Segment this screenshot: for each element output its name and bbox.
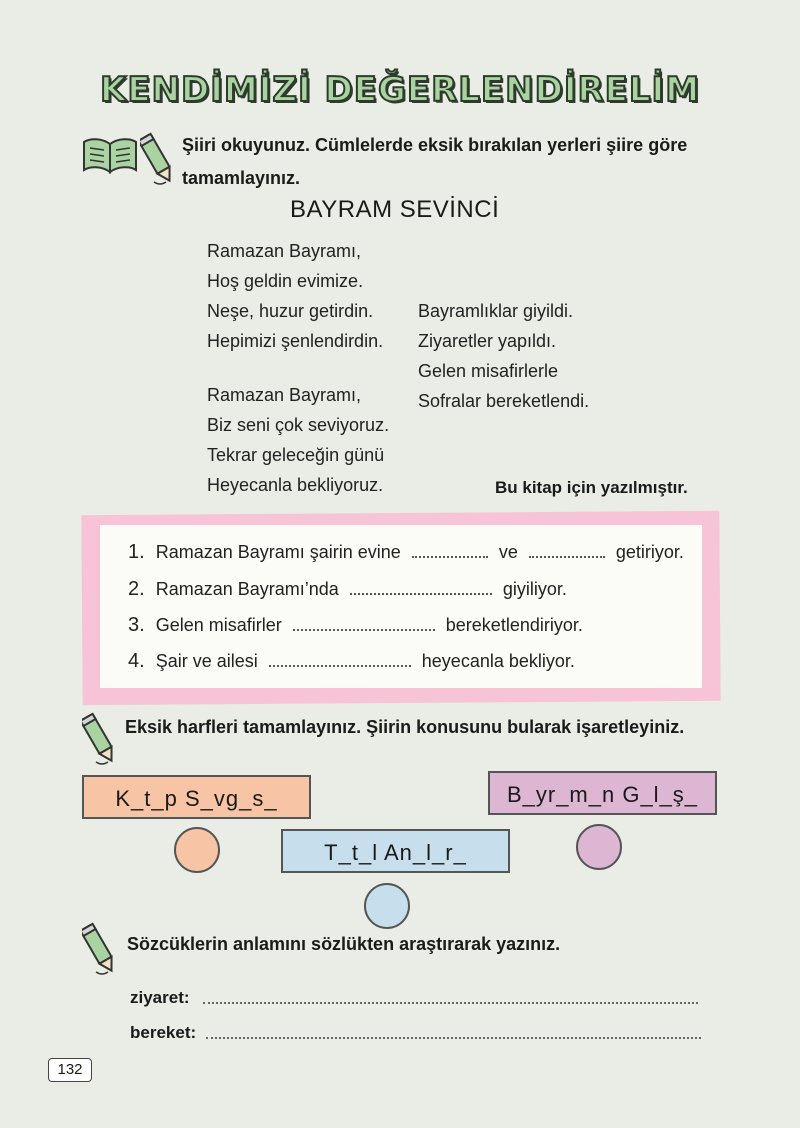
answer-blank[interactable] — [293, 615, 435, 631]
option-text: K_t_p S_vg_s_ — [115, 786, 278, 811]
option-circle-1[interactable] — [174, 827, 220, 873]
answer-blank[interactable] — [412, 542, 488, 558]
answer-blank[interactable] — [529, 542, 605, 558]
poem-line: Neşe, huzur getirdin. — [207, 301, 374, 321]
pencil-icon — [82, 920, 116, 978]
question-number: 4. — [128, 650, 145, 672]
question-number: 2. — [128, 578, 145, 600]
definition-line-ziyaret[interactable] — [203, 1001, 698, 1004]
poem-credit: Bu kitap için yazılmıştır. — [495, 478, 688, 497]
pencil-icon — [140, 130, 174, 188]
option-box-1[interactable] — [82, 775, 311, 819]
option-box-3[interactable] — [281, 829, 510, 873]
poem-line: Ziyaretler yapıldı. — [418, 331, 557, 351]
poem-stanza-3 — [418, 296, 589, 416]
question-1: 1. Ramazan Bayramı şairin evine ve getiriyor. — [128, 541, 684, 563]
open-book-icon — [82, 136, 138, 174]
question-number: 1. — [128, 541, 145, 563]
instruction-text: Eksik harfleri tamamlayınız. Şiirin konusunu bularak işaretleyiniz. — [125, 717, 685, 737]
definition-line-bereket[interactable] — [206, 1036, 701, 1039]
answer-blank[interactable] — [269, 651, 411, 667]
option-text: B_yr_m_n G_l_ş_ — [506, 782, 699, 807]
poem-title: BAYRAM SEVİNCİ — [290, 196, 500, 223]
poem-line: Tekrar geleceğin günü — [207, 445, 385, 465]
option-circle-2[interactable] — [576, 824, 622, 870]
question-2: 2. Ramazan Bayramı’nda giyiliyor. — [128, 578, 567, 600]
poem-stanza-2 — [207, 380, 389, 500]
poem-line: Biz seni çok seviyoruz. — [207, 415, 390, 435]
answer-blank[interactable] — [350, 579, 492, 595]
poem-line: Sofralar bereketlendi. — [418, 391, 590, 411]
option-circle-3[interactable] — [364, 883, 410, 929]
question-4: 4. Şair ve ailesi heyecanla bekliyor. — [128, 650, 575, 672]
instruction-text: Şiiri okuyunuz. Cümlelerde eksik bırakılan yerleri şiire göre — [182, 135, 688, 155]
poem-line: Bayramlıklar giyildi. — [418, 301, 574, 321]
poem-line: Ramazan Bayramı, — [207, 385, 362, 405]
instruction-text-continued: tamamlayınız. — [182, 168, 301, 188]
poem-line: Hoş geldin evimize. — [207, 271, 364, 291]
pencil-icon — [82, 710, 116, 768]
poem-line: Gelen misafirlerle — [418, 361, 559, 381]
page-number: 132 — [48, 1058, 92, 1082]
option-text: T_t_l An_l_r_ — [324, 840, 467, 865]
poem-line: Ramazan Bayramı, — [207, 241, 362, 261]
poem-line: Heyecanla bekliyoruz. — [207, 475, 384, 495]
page-title: KENDİMİZİ DEĞERLENDİRELİM — [99, 70, 701, 110]
poem-stanza-1 — [207, 236, 383, 356]
question-number: 3. — [128, 614, 145, 636]
poem-line: Hepimizi şenlendirdin. — [207, 331, 384, 351]
option-box-2[interactable] — [488, 771, 717, 815]
word-label-ziyaret: ziyaret: — [130, 988, 190, 1007]
question-3: 3. Gelen misafirler bereketlendiriyor. — [128, 614, 583, 636]
word-label-bereket: bereket: — [130, 1023, 197, 1042]
instruction-text: Sözcüklerin anlamını sözlükten araştırarak yazınız. — [127, 934, 561, 954]
